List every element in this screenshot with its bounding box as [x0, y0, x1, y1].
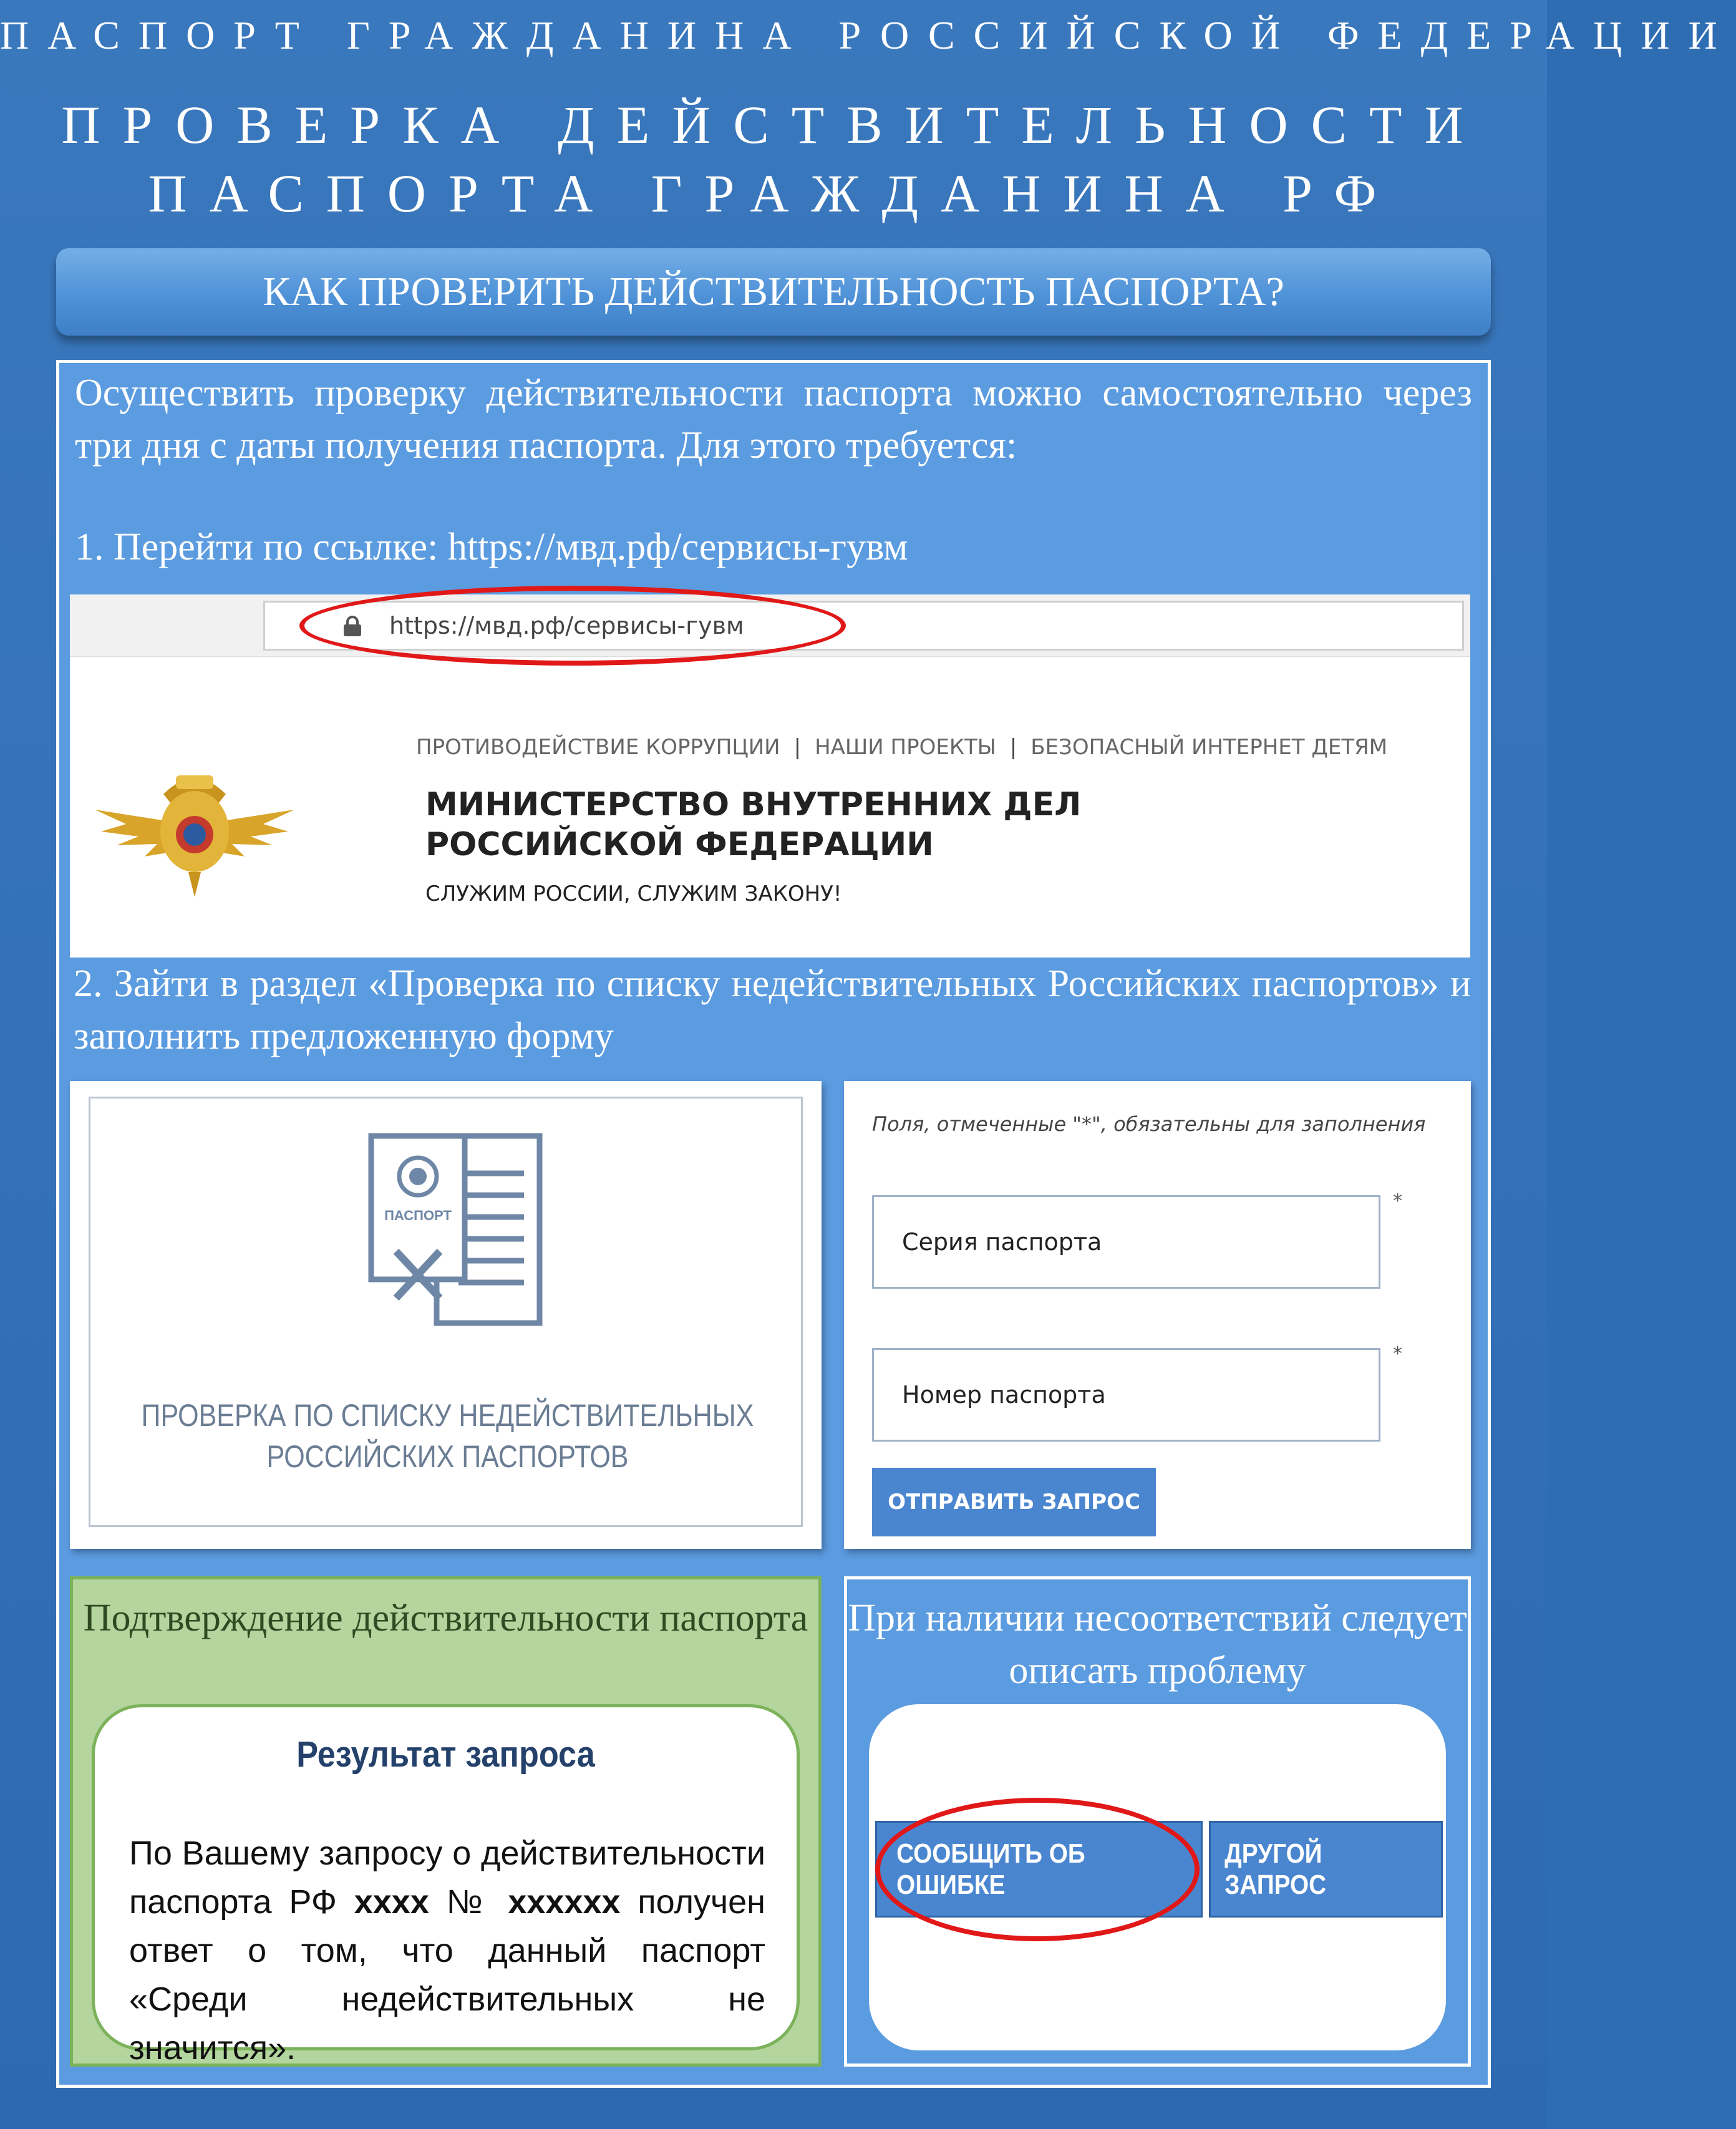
mvd-emblem-icon — [89, 750, 301, 900]
confirmation-title: Подтверждение действительности паспорта — [83, 1597, 808, 1639]
ministry-name-line1: МИНИСТЕРСТВО ВНУТРЕННИХ ДЕЛ — [425, 786, 1082, 823]
result-text-part1: По Вашему запросу о действительности паспорта РФ — [129, 1835, 765, 1921]
service-card[interactable] — [70, 1081, 822, 1549]
mismatch-panel — [844, 1576, 1471, 2067]
confirmation-panel — [70, 1576, 822, 2067]
ministry-name-line2: РОССИЙСКОЙ ФЕДЕРАЦИИ — [425, 826, 934, 863]
passport-document-icon — [365, 1130, 546, 1336]
nav-link-corruption[interactable]: ПРОТИВОДЕЙСТВИЕ КОРРУПЦИИ — [416, 735, 780, 760]
required-asterisk: * — [1393, 1343, 1402, 1365]
report-error-label: СООБЩИТЬ ОБ ОШИБКЕ — [896, 1838, 1085, 1900]
required-asterisk: * — [1393, 1190, 1402, 1212]
site-top-nav — [416, 735, 1387, 760]
passport-series-mask: xxxx — [354, 1883, 429, 1921]
passport-number-field[interactable] — [872, 1348, 1380, 1442]
nav-separator: | — [1009, 735, 1017, 760]
send-request-button[interactable]: ОТПРАВИТЬ ЗАПРОС — [872, 1468, 1156, 1536]
ministry-name — [425, 785, 1081, 865]
header-subtitle: ПАСПОРТ ГРАЖДАНИНА РОССИЙСКОЙ ФЕДЕРАЦИИ — [0, 13, 1736, 57]
passport-number-mask: xxxxxx — [508, 1883, 621, 1921]
service-title-line1: ПРОВЕРКА ПО СПИСКУ НЕДЕЙСТВИТЕЛЬНЫХ — [141, 1398, 754, 1433]
another-request-label: ДРУГОЙ ЗАПРОС — [1224, 1838, 1327, 1900]
error-actions-box — [869, 1704, 1446, 2050]
required-fields-note: Поля, отмеченные "*", обязательны для заполнения — [872, 1112, 1426, 1136]
page-title — [0, 90, 1547, 228]
nav-link-projects[interactable]: НАШИ ПРОЕКТЫ — [815, 735, 996, 760]
page-title-line2: ПАСПОРТА ГРАЖДАНИНА РФ — [148, 163, 1399, 223]
result-box — [92, 1704, 800, 2067]
passport-series-placeholder: Серия паспорта — [902, 1228, 1102, 1256]
service-title-line2: РОССИЙСКИХ ПАСПОРТОВ — [266, 1439, 629, 1474]
passport-icon-label: ПАСПОРТ — [384, 1208, 452, 1223]
mismatch-title: При наличии несоответствий следует описать проблему — [848, 1597, 1467, 1692]
result-text-number-sign: № — [429, 1883, 508, 1921]
result-text — [129, 1829, 765, 2072]
address-url[interactable]: https://мвд.рф/сервисы-гувм — [389, 612, 744, 639]
mvd-site-screenshot — [70, 594, 1470, 958]
result-title: Результат запроса — [296, 1734, 595, 1775]
highlight-circle-url — [299, 586, 846, 666]
page-title-line1: ПРОВЕРКА ДЕЙСТВИТЕЛЬНОСТИ — [61, 95, 1486, 155]
passport-series-field[interactable] — [872, 1195, 1380, 1289]
another-request-button[interactable] — [1209, 1821, 1443, 1918]
result-text-part2: получен ответ о том, что данный паспорт «Среди недействительных не значится». — [129, 1883, 765, 2067]
section-banner — [56, 248, 1491, 336]
ministry-motto: СЛУЖИМ РОССИИ, СЛУЖИМ ЗАКОНУ! — [425, 881, 842, 906]
service-title[interactable] — [140, 1395, 755, 1477]
nav-link-safe-internet[interactable]: БЕЗОПАСНЫЙ ИНТЕРНЕТ ДЕТЯМ — [1030, 735, 1388, 760]
section-banner-text: КАК ПРОВЕРИТЬ ДЕЙСТВИТЕЛЬНОСТЬ ПАСПОРТА? — [263, 269, 1284, 314]
step-1-text: 1. Перейти по ссылке: https://мвд.рф/сервисы-гувм — [75, 526, 908, 568]
service-card-inner[interactable] — [89, 1097, 803, 1527]
passport-number-placeholder: Номер паспорта — [902, 1381, 1106, 1409]
highlight-circle-report — [875, 1798, 1200, 1941]
step-2-text: 2. Зайти в раздел «Проверка по списку недействительных Российских паспортов» и заполнить предложенную форму — [74, 963, 1471, 1057]
intro-paragraph: Осуществить проверку действительности паспорта можно самостоятельно через три дня с даты получения паспорта. Для этого требуется: — [75, 372, 1472, 467]
nav-separator: | — [793, 735, 802, 760]
passport-check-form — [844, 1081, 1471, 1549]
